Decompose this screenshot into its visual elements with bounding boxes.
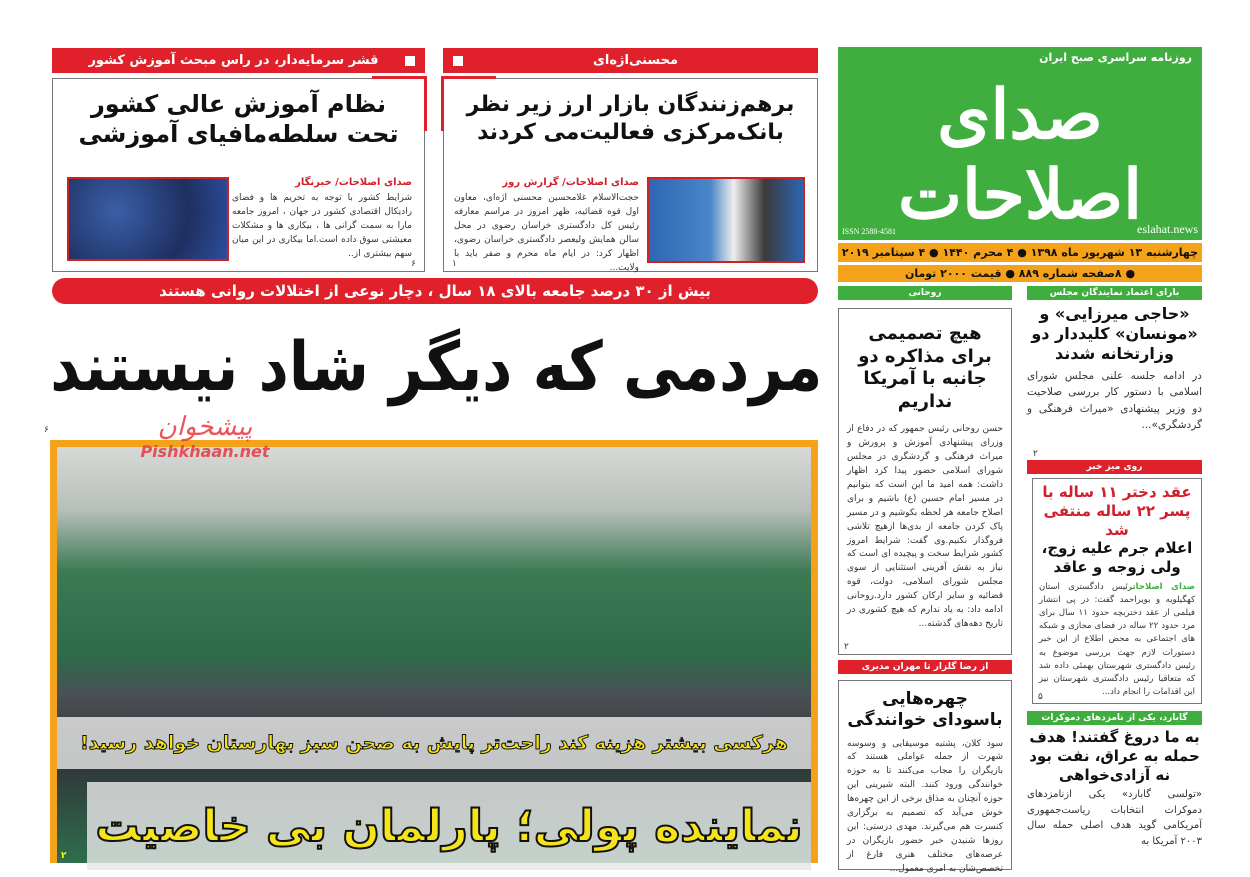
photo-subhead[interactable]: هرکسی بیشتر هزینه کند راحت‌تر پایش به صحن سبز بهارستان خواهد رسید! [80,732,788,754]
page-ref: ۱ [452,259,457,269]
page-ref: ۲ [1033,449,1038,459]
story-left-headline[interactable]: نظام آموزش عالی کشور تحت سلطه‌مافیای آموزشی [78,90,399,148]
main-page-ref: ۶ [44,425,49,435]
story-child-marriage[interactable] [1032,478,1202,704]
label-rouhani: روحانی [838,286,1012,300]
headline[interactable]: چهره‌هایی باسودای خوانندگی [847,689,1003,731]
byline: صدای اصلاحات/ خبرنگار [295,177,412,188]
headline-red[interactable]: عقد دختر ۱۱ ساله با پسر ۲۲ ساله منتفی شد [1042,483,1192,539]
page-ref: ۶ [411,259,416,269]
kicker-text: قشر سرمایه‌دار، در راس مبحث آموزش کشور [88,53,379,68]
website[interactable]: eslahat.news [1137,222,1198,236]
main-headline[interactable]: مردمی که دیگر شاد نیستند [49,328,823,408]
headline[interactable]: هیچ تصمیمی برای مذاکره دو جانبه با آمریکا نداریم [858,323,992,412]
story-left[interactable] [52,78,425,272]
headline-strip [87,782,811,870]
page-ref: ۲ [844,642,849,652]
lead: صدای اصلاحات [1132,581,1195,592]
headline[interactable]: به ما دروغ گفتند! هدف حمله به عراق، نفت بود نه آزادی‌خواهی [1029,728,1200,784]
parliament-photo[interactable] [50,440,818,863]
story-gabbard[interactable] [1027,728,1202,863]
label-singers: از رضا گلزار تا مهران مدیری [838,660,1012,674]
label-gabbard: گابارد، یکی از نامزدهای دموکرات [1027,711,1202,725]
story-center-headline[interactable]: برهم‌زنندگان بازار ارز زیر نظر بانک‌مرکزی فعالیت‌می کردند [466,92,795,145]
watermark-en: Pishkhaan.net [140,442,270,461]
square-icon [453,56,463,66]
speaker-photo [647,177,805,263]
story-left-kicker [52,48,425,73]
story-singers[interactable] [838,680,1012,874]
body: در ادامه جلسه علنی مجلس شورای اسلامی با دستور کار بررسی صلاحیت دو وزیر پیشنهادی «میراث فرهنگی و گردشگری»... [1027,370,1202,431]
main-headline-container [50,318,822,418]
date-line: چهارشنبه ۱۳ شهریور ماه ۱۳۹۸ ● ۴ محرم ۱۴۴۰ ● ۴ سپتامبر ۲۰۱۹ [838,243,1202,262]
story-center-body: حجت‌الاسلام غلامحسین محسنی اژه‌ای، معاون اول قوه قضائیه، ظهر امروز در مراسم معارفه رئیس کل دادگستری خراسان رضوی در محل سالن همایش ولیعصر دادگستری خراسان رضوی، اظهار کرد: در ایام ماه محرم و صفر باید با ولایت... [454,193,639,273]
story-left-body: شرایط کشور با توجه به تحریم ها و فضای رادیکال اقتصادی کشور در جهان ، امروز جامعه مارا به سمت گرانی ها ، بیکاری ها و مشکلات معیشتی سوق داده است.اما بیکاری در این میان سهم بیشتری از.. [232,193,412,259]
body: حسن روحانی رئیس جمهور که در دفاع از وزرای پیشنهادی آموزش و پرورش و میراث فرهنگی و گردشگری در مجلس شورای اسلامی حضور پیدا کرد اظهار داشت: همه امید ما این است که بتوانیم در مسیر امام حسین (ع) باشیم و برای اصلاح جامعه هر لحظه بکوشیم و در مسیر پاک کردن جامعه از بدی‌ها ازهیچ تلاشی فروگذار نکنیم.وی گفت: شرایط امروز کشور شرایط سخت و پیچیده ای است که نیاز به نقش آفرینی استثنایی از سوی مجلس شورای اسلامی، دولت، قوه قضائیه و سایر ارکان کشور دارد.روحانی ادامه داد: به یاد ندارم که هیچ کشوری در تاریخ دهه‌های گذشته... [847,424,1003,630]
body: سود کلان، پشتبه موسیقایی و وسوسه شهرت از جمله عواملی هستند که بازیگران را مجاب می‌کنند تا به حوزه خوانندگی ورود کنند. البته شیرینی این حوزه آنچنان به مذاق برخی از این چهره‌ها خوش می‌آید که تصمیم به برگزاری کنسرت هم می‌گیرند. مهدی درستی: این روزها شنیدن خبر حضور بازیگران در عرصه‌های مختلف هنری فارغ از تخصص‌شان به امری معمول... [847,738,1003,874]
story-center-kicker [443,48,818,73]
watermark [130,412,280,461]
headline[interactable]: «حاجی میرزایی» و «مونسان» کلیددار دو وزارتخانه شدند [1031,304,1198,363]
kicker-text: محسنی‌اژه‌ای [592,53,679,68]
photo-headline[interactable]: نماینده پولی؛ پارلمان بی خاصیت [95,800,803,852]
page-ref: ۲ [61,851,67,861]
body: «تولسی گابارد» یکی ازنامزدهای دموکرات انتخابات ریاست‌جمهوری آمریکامی گوید هدف اصلی حمله سال ۲۰۰۳ آمریکا به [1027,789,1202,847]
body-wrap [1039,581,1195,700]
label-parliament-vote: بارای اعتماد نمایندگان مجلس [1027,286,1202,300]
story-rouhani[interactable] [838,308,1012,655]
price-line: ● ۸صفحه شماره ۸۸۹ ● قیمت ۲۰۰۰ تومان [838,265,1202,282]
headline[interactable]: اعلام جرم علیه زوج، ولی زوجه و عاقد [1041,539,1193,576]
issn: ISSN 2588-4581 [842,227,897,236]
byline: صدای اصلاحات/ گزارش روز [502,177,639,188]
story-center[interactable] [443,78,818,272]
square-icon [405,56,415,66]
graduates-photo [67,177,229,261]
subhead-strip [57,717,811,769]
masthead [838,47,1202,240]
label-news-desk: روی میز خبر [1027,460,1202,474]
banner[interactable]: بیش از ۳۰ درصد جامعه بالای ۱۸ سال ، دچار نوعی از اختلالات روانی هستند [52,278,818,304]
page-ref: ۵ [1038,692,1043,702]
body: رئیس دادگستری استان کهگیلویه و بویراحمد گفت: در پی انتشار فیلمی از عقد دختربچه حدود ۱۱ سال برای مرد حدود ۲۲ ساله در فضای مجازی و شبکه های اجتماعی به محض اطلاع از این خبر دستورات لازم جهت بررسی موضوع به رئیس دادگستری شهرستان بهمئی داده شد که متعاقبا رئیس دادگستری شهرستان نیز این اقدامات را انجام داد... [1039,581,1195,698]
newspaper-logo[interactable]: صدای اصلاحات [898,75,1142,235]
story-ministers[interactable] [1027,304,1202,459]
watermark-fa: پیشخوان [157,412,253,442]
masthead-tagline: روزنامه سراسری صبح ایران [1039,51,1192,64]
